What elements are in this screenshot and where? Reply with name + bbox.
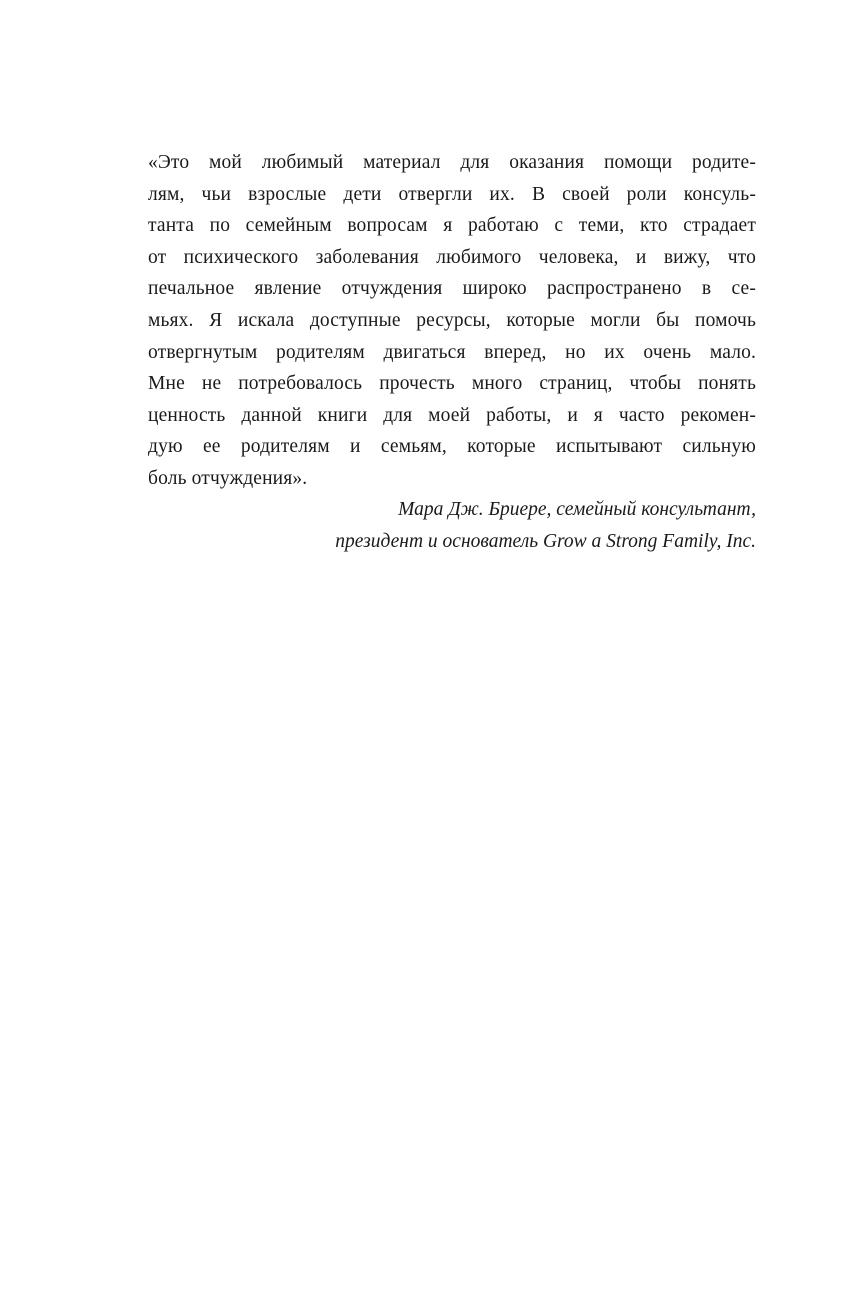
quote-line-5: печальное явление отчуждения широко распространено в се-: [148, 278, 756, 300]
quote-line-4: от психического заболевания любимого человека, и вижу, что: [148, 246, 756, 268]
quote-line-2: лям, чьи взрослые дети отвергли их. В своей роли консуль-: [148, 183, 756, 205]
quote-line-9: ценность данной книги для моей работы, и я часто рекомен-: [148, 404, 756, 426]
quote-line-1: «Это мой любимый материал для оказания помощи родите-: [148, 152, 756, 173]
quote-line-6: мьях. Я искала доступные ресурсы, которые могли бы помочь: [148, 309, 756, 331]
quote-line-7: отвергнутым родителям двигаться вперед, но их очень мало.: [148, 341, 756, 363]
quote-line-10: дую ее родителям и семьям, которые испытывают сильную: [148, 436, 756, 458]
quote-line-8: Мне не потребовалось прочесть много страниц, чтобы понять: [148, 373, 756, 395]
quote-line-3: танта по семейным вопросам я работаю с теми, кто страдает: [148, 215, 756, 237]
attribution-author: Мара Дж. Бриере, семейный консультант,: [398, 499, 756, 520]
attribution-role: президент и основатель Grow a Strong Family, Inc.: [335, 530, 756, 552]
testimonial-quote: [148, 147, 756, 495]
quote-attribution: [136, 494, 756, 557]
quote-line-11: боль отчуждения».: [148, 467, 308, 489]
